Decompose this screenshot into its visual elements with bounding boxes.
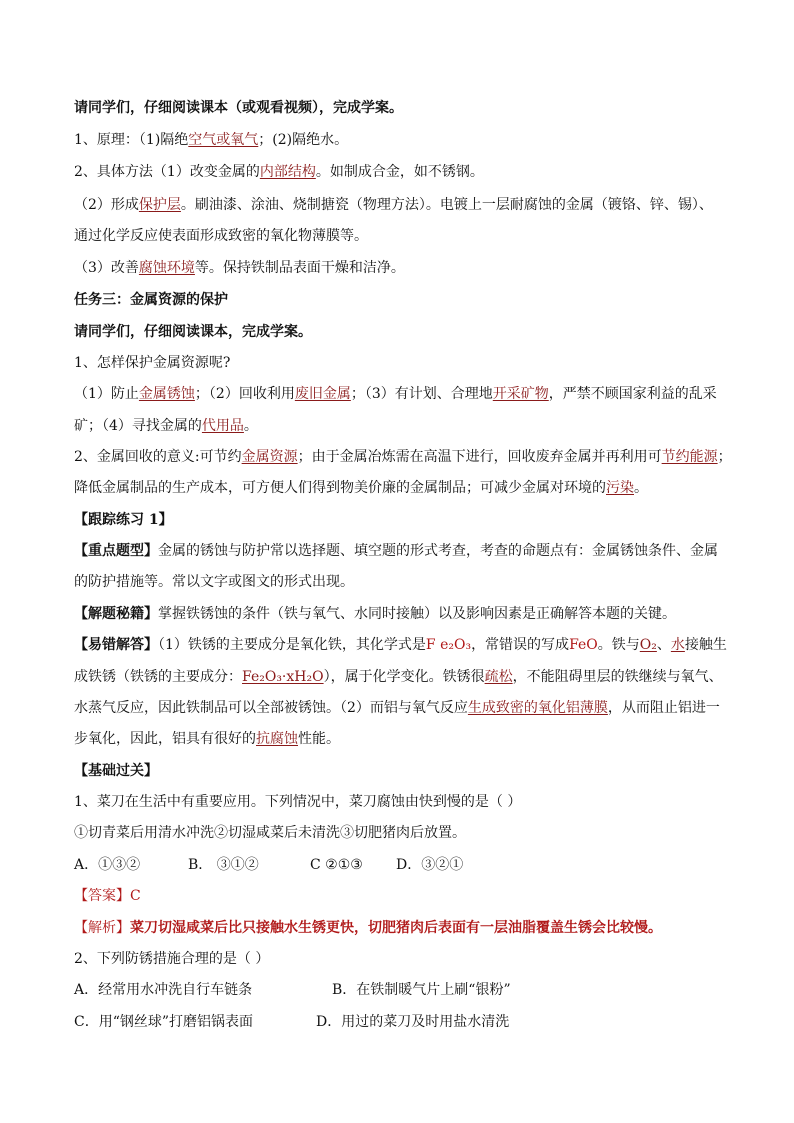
method-line-2-cont: 通过化学反应使表面形成致密的氧化物薄膜等。 xyxy=(74,228,368,244)
option-a[interactable]: A．经常用水冲洗自行车链条 xyxy=(74,982,253,998)
instruction-heading-1: 请同学们，仔细阅读课本（或观看视频），完成学案。 xyxy=(74,100,403,116)
method-line-3: （3）改善腐蚀环境等。保持铁制品表面干燥和洁净。 xyxy=(74,260,405,276)
blank-answer: 疏松 xyxy=(484,669,513,685)
option-c[interactable]: C ②①③ xyxy=(310,857,363,873)
error-answer-line-4: 步氧化，因此，铝具有很好的抗腐蚀性能。 xyxy=(74,731,340,747)
question-2-options-row-1 xyxy=(74,980,724,1000)
answer-label: 【答案】C xyxy=(74,888,141,904)
blank-answer: 生成致密的氧化铝薄膜 xyxy=(467,700,608,716)
blank-answer: 代用品 xyxy=(201,418,244,434)
solution-tips: 【解题秘籍】掌握铁锈蚀的条件（铁与氧气、水同时接触）以及影响因素是正确解答本题的关键。 xyxy=(74,606,676,622)
option-b[interactable]: B． ③①② xyxy=(188,857,259,873)
basics-heading: 【基础过关】 xyxy=(74,763,158,779)
method-line-1: 2、具体方法（1）改变金属的内部结构。如制成合金，如不锈钢。 xyxy=(74,164,484,180)
blank-answer: 水 xyxy=(670,637,685,653)
key-question-type-line-2: 的防护措施等。常以文字或图文的形式出现。 xyxy=(74,574,354,590)
blank-answer: 开采矿物 xyxy=(492,386,549,402)
blank-answer: 空气或氧气 xyxy=(188,132,259,148)
blank-answer: 腐蚀环境 xyxy=(138,260,195,276)
recycle-meaning-line-2: 降低金属制品的生产成本，可方便人们得到物美价廉的金属制品；可减少金属对环境的污染。 xyxy=(74,480,648,496)
error-answer-line-2: 成铁锈（铁锈的主要成分：Fe₂O₃·xH₂O），属于化学变化。铁锈很疏松，不能阻碍里层的铁继续与氧气、 xyxy=(74,669,723,685)
method-line-2: （2）形成保护层。刷油漆、涂油、烧制搪瓷（物理方法）。电镀上一层耐腐蚀的金属（镀铬、锌、锡）、 xyxy=(74,197,713,213)
option-d[interactable]: D．用过的菜刀及时用盐水清洗 xyxy=(316,1014,510,1030)
option-b[interactable]: B．在铁制暖气片上刷“银粉” xyxy=(332,982,511,998)
question-1: 1、菜刀在生活中有重要应用。下列情况中，菜刀腐蚀由快到慢的是（ ） xyxy=(74,794,522,810)
question-protect: 1、怎样保护金属资源呢? xyxy=(74,355,231,371)
blank-answer: 保护层 xyxy=(138,197,181,213)
formula-feo: FeO xyxy=(569,637,598,653)
option-c[interactable]: C．用“钢丝球”打磨铝锅表面 xyxy=(74,1014,254,1030)
option-a[interactable]: A．①③② xyxy=(74,857,141,873)
protect-measures-line-2: 矿；（4）寻找金属的代用品。 xyxy=(74,418,258,434)
protect-measures-line-1: （1）防止金属锈蚀；（2）回收利用废旧金属；（3）有计划、合理地开采矿物，严禁不顾国家利益的乱采 xyxy=(74,386,717,402)
task-three-heading: 任务三：金属资源的保护 xyxy=(74,292,228,308)
question-1-options xyxy=(74,855,724,875)
blank-answer: 金属锈蚀 xyxy=(138,386,195,402)
blank-answer: 内部结构 xyxy=(259,164,316,180)
blank-answer: 节约能源 xyxy=(661,449,718,465)
option-d[interactable]: D．③②① xyxy=(396,857,464,873)
blank-answer: O₂ xyxy=(639,637,657,653)
analysis: 【解析】菜刀切湿咸菜后比只接触水生锈更快，切肥猪肉后表面有一层油脂覆盖生锈会比较慢。 xyxy=(74,920,662,936)
key-question-type-line-1: 【重点题型】金属的锈蚀与防护常以选择题、填空题的形式考查，考查的命题点有：金属锈蚀条件、金属 xyxy=(74,543,718,559)
question-1-conditions: ①切青菜后用清水冲洗②切湿咸菜后未清洗③切肥猪肉后放置。 xyxy=(74,825,466,841)
question-2-options-row-2 xyxy=(74,1012,724,1032)
error-answer-line-3: 水蒸气反应，因此铁制品可以全部被锈蚀。（2）而铝与氧气反应生成致密的氧化铝薄膜，从而阻止铝进一 xyxy=(74,700,720,716)
practice-heading: 【跟踪练习 1】 xyxy=(74,512,173,528)
formula-fe2o3: F e₂O₃ xyxy=(425,637,472,653)
recycle-meaning-line-1: 2、金属回收的意义:可节约金属资源；由于金属冶炼需在高温下进行，回收废弃金属并再利用可节约能源； xyxy=(74,449,732,465)
blank-answer: 抗腐蚀 xyxy=(256,731,298,747)
question-2: 2、下列防锈措施合理的是（ ） xyxy=(74,951,270,967)
blank-answer: 污染 xyxy=(606,480,634,496)
blank-answer: 金属资源 xyxy=(241,449,298,465)
blank-answer: 废旧金属 xyxy=(294,386,351,402)
instruction-heading-2: 请同学们，仔细阅读课本，完成学案。 xyxy=(74,324,312,340)
error-answer-line-1: 【易错解答】（1）铁锈的主要成分是氧化铁，其化学式是F e₂O₃，常错误的写成FeO。铁与O₂、水接触生 xyxy=(74,637,727,653)
blank-answer: Fe₂O₃·xH₂O xyxy=(242,669,324,685)
principle-line: 1、原理：（1)隔绝空气或氧气；(2)隔绝水。 xyxy=(74,132,349,148)
